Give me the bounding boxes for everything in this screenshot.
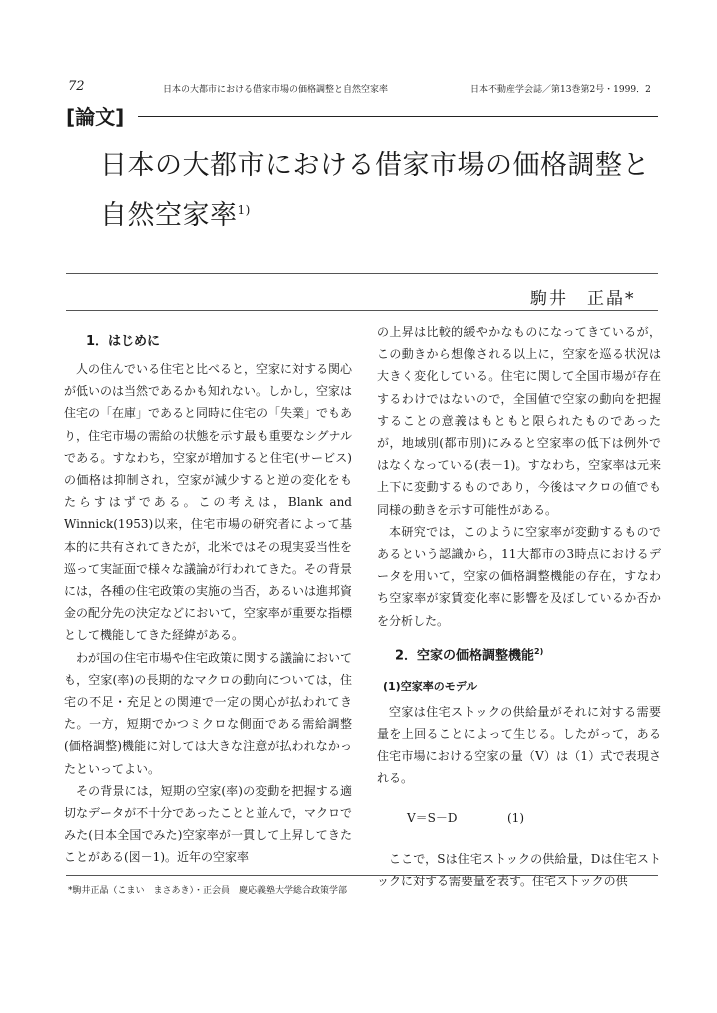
title-note-mark: 1)	[237, 203, 251, 217]
footnote-rule	[66, 875, 658, 876]
title-line-2	[100, 188, 650, 238]
paragraph: 空家は住宅ストックの供給量がそれに対する需要量を上回ることによって生じる。したがって，ある住宅市場における空家の量（V）は（1）式で表現される。	[377, 704, 661, 786]
section-1-heading: 1．はじめに	[86, 334, 161, 349]
title-line-1: 日本の大都市における借家市場の価格調整と	[100, 150, 650, 181]
title-rule-bottom	[66, 310, 658, 311]
author: 駒井 正晶*	[530, 289, 636, 309]
paragraph: わが国の住宅市場や住宅政策に関する議論においても，空家(率)の長期的なマクロの動向については，住宅の不足・充足との関連で一定の関心が払われてきた。一方，短期でかつミクロな側面である需給調整(価格調整)機能に対しては大きな注意が払われなかったといってよい。	[64, 650, 353, 776]
section-2-note-mark: 2)	[534, 646, 544, 656]
header-divider	[138, 116, 658, 117]
subsection-heading: (1)空家率のモデル	[383, 680, 478, 694]
title-line-2-text: 自然空家率	[100, 200, 238, 231]
section-2-heading-text: 2．空家の価格調整機能	[395, 648, 535, 664]
equation	[377, 789, 661, 847]
section-2-heading	[377, 641, 661, 668]
paragraph: その背景には，短期の空家(率)の変動を把握する適切なデータが不十分であったことと並んで，マクロでみた(日本全国でみた)空家率が一貫して上昇してきたことがある(図－1)。近年の空家率	[64, 783, 352, 865]
paragraph: 人の住んでいる住宅と比べると，空家に対する関心が低いのは当然であるかも知れない。しかし，空家は住宅の「在庫」であると同時に住宅の「失業」でもあり，住宅市場の需給の状態を示す最も重要なシグナルである。すなわち，空家が増加すると住宅(サービス)の価格は抑制され，空家が減少すると逆の変化をもたらすはずである。この考えは，Blank and Winnick(1953)以来，住宅市場の研究者によって基本的に共有されてきたが，北米ではその現実妥当性を巡って実証面で様々な議論が行われてきた。その背景には，各種の住宅政策の実施の当否，あるいは進邦資金の配分先の決定などにおいて，空家率が重要な指標として機能してきた経緯がある。	[64, 362, 353, 643]
paper-title	[100, 144, 650, 238]
paragraph: ここで，Sは住宅ストックの供給量，Dは住宅ストックに対する需要量を表す。住宅ストックの供	[377, 851, 661, 888]
right-column	[377, 321, 661, 892]
running-title: 日本の大都市における借家市場の価格調整と自然空家率	[163, 85, 389, 95]
equation-number: (1)	[507, 811, 524, 826]
paragraph: の上昇は比較的緩やかなものになってきているが，この動きから想像される以上に，空家を巡る状況は大きく変化している。住宅に関して全国市場が存在するわけではないので，全国値で空家の動向を把握することの意義はもともと限られたものであったが，地域別(都市別)にみると空家率の低下は例外ではなくなっている(表－1)。すなわち，空家率は元来上下に変動するものであり，今後はマクロの値でも同様の動きを示す可能性がある。	[377, 325, 661, 517]
left-column	[64, 358, 352, 869]
section-tag: [論文]	[66, 105, 125, 129]
title-rule-top	[66, 273, 658, 274]
page-number: 72	[68, 79, 85, 94]
footnote: *駒井正晶（こまい まさあき）・正会員 慶応義塾大学総合政策学部	[68, 886, 348, 896]
journal-info: 日本不動産学会誌／第13巻第2号・1999．2	[470, 85, 651, 95]
equation-expression: V＝S－D	[407, 811, 458, 826]
paragraph: 本研究では，このように空家率が変動するものであるという認識から，11大都市の3時点におけるデータを用いて，空家の価格調整機能の存在，すなわち空家率が家賃変化率に影響を及ぼしているか否かを分析した。	[377, 524, 661, 628]
